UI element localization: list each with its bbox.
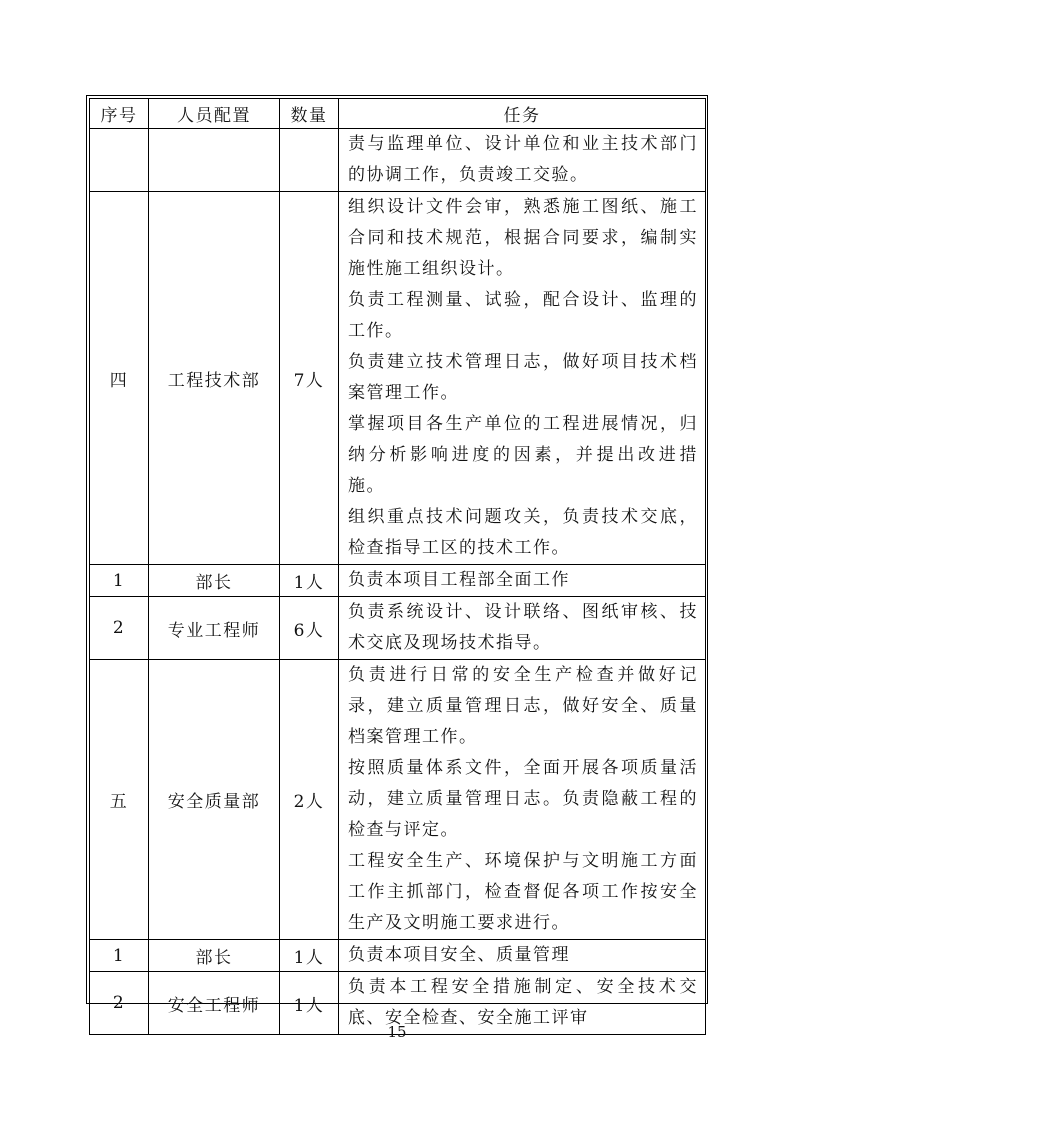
table-row (90, 565, 706, 597)
table-row (90, 192, 706, 565)
task-item: 组织设计文件会审，熟悉施工图纸、施工合同和技术规范，根据合同要求，编制实施性施工组织设计。 (348, 197, 698, 279)
row-tasks (339, 597, 706, 660)
row-role: 部长 (149, 565, 280, 597)
task-item: 负责工程测量、试验，配合设计、监理的工作。 (348, 290, 698, 341)
header-count: 数量 (280, 99, 339, 129)
header-no: 序号 (90, 99, 149, 129)
row-tasks (339, 565, 706, 597)
task-item: 掌握项目各生产单位的工程进展情况，归纳分析影响进度的因素，并提出改进措施。 (348, 414, 698, 496)
row-no: 2 (90, 972, 149, 1035)
row-no: 1 (90, 940, 149, 972)
row-role: 工程技术部 (149, 192, 280, 565)
row-count: 7人 (280, 192, 339, 565)
task-item: 负责建立技术管理日志，做好项目技术档案管理工作。 (348, 352, 698, 403)
task-item: 按照质量体系文件，全面开展各项质量活动，建立质量管理日志。负责隐蔽工程的检查与评定。 (348, 758, 698, 840)
row-no: 五 (90, 660, 149, 940)
header-role: 人员配置 (149, 99, 280, 129)
page-number: 15 (387, 1023, 407, 1041)
row-tasks (339, 940, 706, 972)
row-no (90, 129, 149, 192)
task-item: 负责本工程安全措施制定、安全技术交底、安全检查、安全施工评审 (348, 977, 698, 1028)
staffing-table (89, 98, 706, 1035)
row-no: 2 (90, 597, 149, 660)
row-tasks (339, 129, 706, 192)
task-item: 负责系统设计、设计联络、图纸审核、技术交底及现场技术指导。 (348, 602, 698, 653)
row-no: 1 (90, 565, 149, 597)
row-count: 1人 (280, 972, 339, 1035)
row-count: 2人 (280, 660, 339, 940)
task-item: 组织重点技术问题攻关，负责技术交底，检查指导工区的技术工作。 (348, 507, 698, 558)
row-role (149, 129, 280, 192)
row-count (280, 129, 339, 192)
row-no: 四 (90, 192, 149, 565)
row-role: 安全质量部 (149, 660, 280, 940)
row-count: 1人 (280, 940, 339, 972)
task-item: 负责本项目工程部全面工作 (348, 570, 570, 590)
task-item: 工程安全生产、环境保护与文明施工方面工作主抓部门，检查督促各项工作按安全生产及文明施工要求进行。 (348, 851, 698, 933)
table-row (90, 597, 706, 660)
row-role: 部长 (149, 940, 280, 972)
row-role: 专业工程师 (149, 597, 280, 660)
row-role: 安全工程师 (149, 972, 280, 1035)
table-header-row (90, 99, 706, 129)
row-count: 1人 (280, 565, 339, 597)
task-item: 负责本项目安全、质量管理 (348, 945, 570, 965)
table-row (90, 129, 706, 192)
table-row (90, 660, 706, 940)
row-tasks (339, 660, 706, 940)
header-tasks: 任务 (339, 99, 706, 129)
row-count: 6人 (280, 597, 339, 660)
task-item: 负责进行日常的安全生产检查并做好记录，建立质量管理日志，做好安全、质量档案管理工作。 (348, 665, 698, 747)
task-item: 责与监理单位、设计单位和业主技术部门的协调工作，负责竣工交验。 (348, 134, 698, 185)
table-row (90, 940, 706, 972)
row-tasks (339, 192, 706, 565)
